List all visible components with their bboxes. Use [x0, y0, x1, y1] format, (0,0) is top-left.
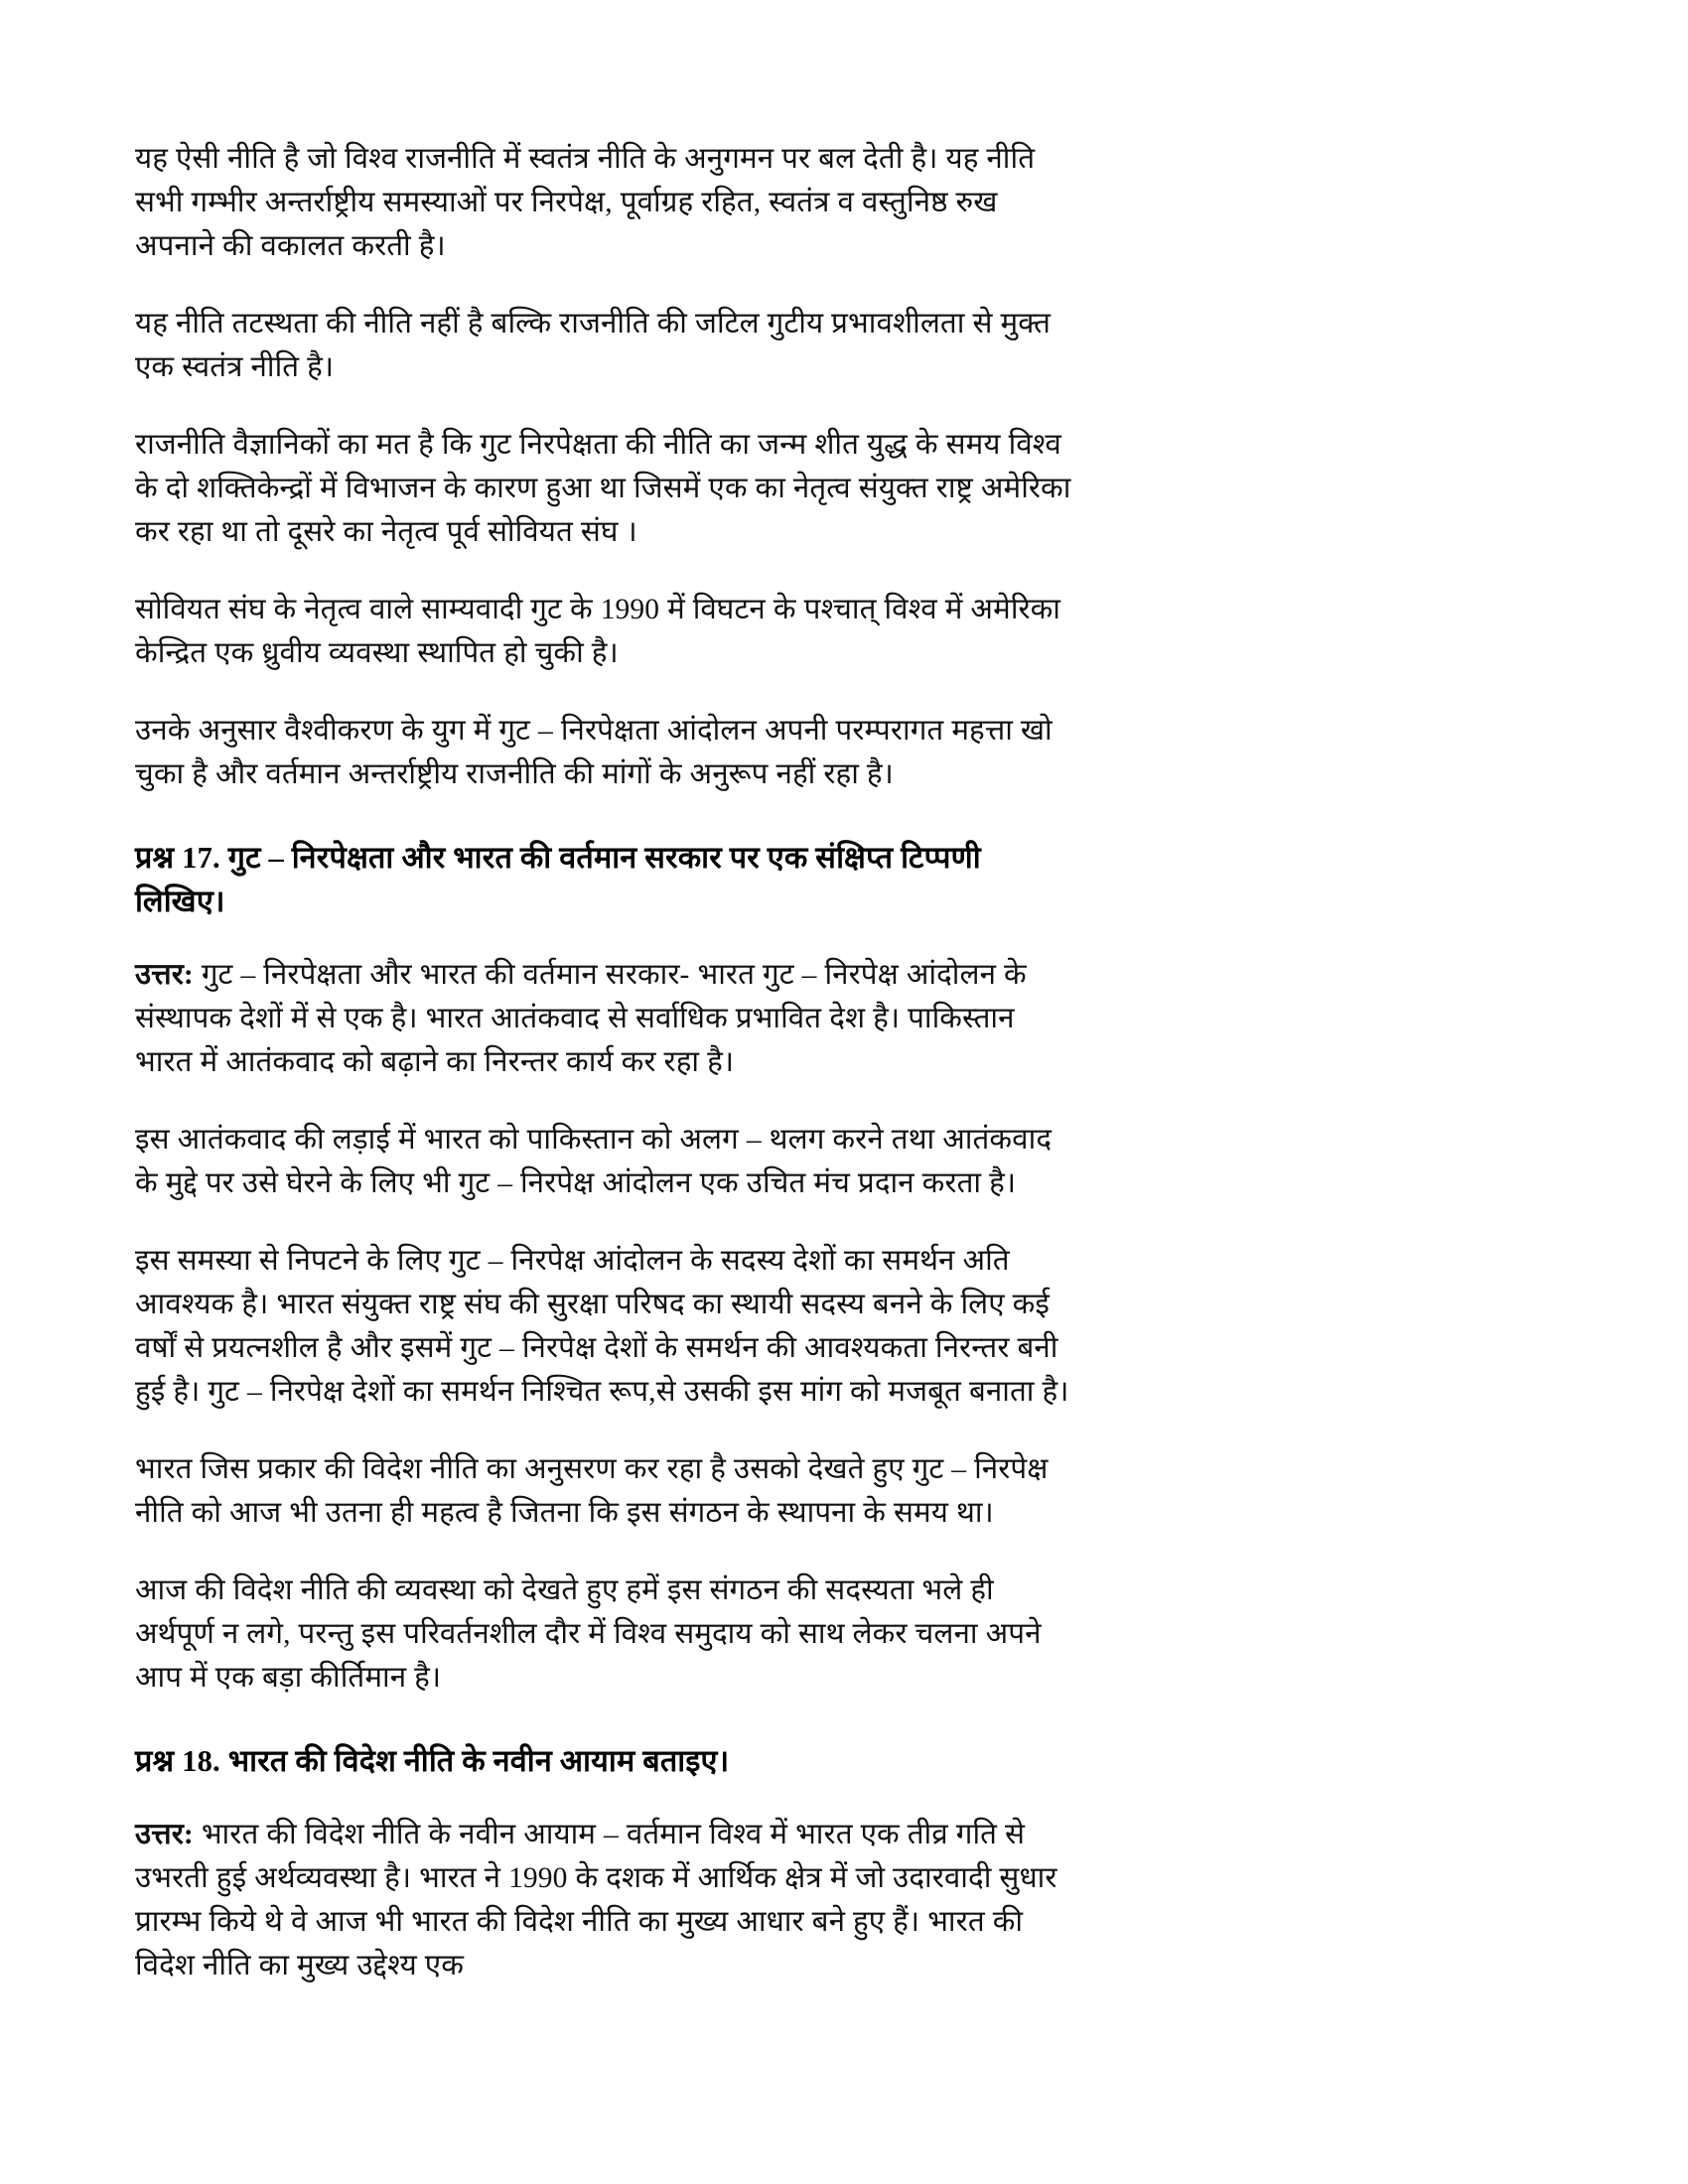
paragraph-5: उनके अनुसार वैश्वीकरण के युग में गुट – निरपेक्षता आंदोलन अपनी परम्परागत महत्ता खो चुका है और वर्तमान अन्तर्राष्ट्रीय राजनीति की मांगों के अनुरूप नहीं रहा है। [135, 715, 1053, 790]
paragraph-2: यह नीति तटस्थता की नीति नहीं है बल्कि राजनीति की जटिल गुटीय प्रभावशीलता से मुक्त एक स्वतंत्र नीति है। [135, 308, 1052, 383]
answer-paragraph-17-2: इस आतंकवाद की लड़ाई में भारत को पाकिस्तान को अलग – थलग करने तथा आतंकवाद के मुद्दे पर उसे घेरने के लिए भी गुट – निरपेक्ष आंदोलन एक उचित मंच प्रदान करता है। [135, 1124, 1053, 1199]
answer-label: उत्तर: [135, 1819, 194, 1850]
answer-paragraph-17-5: आज की विदेश नीति की व्यवस्था को देखते हुए हमें इस संगठन की सदस्यता भले ही अर्थपूर्ण न लगे, परन्तु इस परिवर्तनशील दौर में विश्व समुदाय को साथ लेकर चलना अपने आप में एक बड़ा कीर्तिमान है। [135, 1574, 1042, 1694]
paragraph-1: यह ऐसी नीति है जो विश्व राजनीति में स्वतंत्र नीति के अनुगमन पर बल देती है। यह नीति सभी गम्भीर अन्तर्राष्ट्रीय समस्याओं पर निरपेक्ष, पूर्वाग्रह रहित, स्वतंत्र व वस्तुनिष्ठ रुख अपनाने की वकालत करती है। [135, 143, 1036, 262]
paragraph-4: सोवियत संघ के नेतृत्व वाले साम्यवादी गुट के 1990 में विघटन के पश्चात् विश्व में अमेरिका केन्द्रित एक ध्रुवीय व्यवस्था स्थापित हो चुकी है। [135, 594, 1061, 669]
answer-paragraph-17-1 [135, 953, 1076, 1084]
answer-text: भारत की विदेश नीति के नवीन आयाम – वर्तमान विश्व में भारत एक तीव्र गति से उभरती हुई अर्थव्यवस्था है। भारत ने 1990 के दशक में आर्थिक क्षेत्र में जो उदारवादी सुधार प्रारम्भ किये थे वे आज भी भारत की विदेश नीति का मुख्य आधार बने हुए हैं। भारत की विदेश नीति का मुख्य उद्देश्य एक [135, 1819, 1057, 1981]
answer-paragraph-17-4: भारत जिस प्रकार की विदेश नीति का अनुसरण कर रहा है उसको देखते हुए गुट – निरपेक्ष नीति को आज भी उतना ही महत्व है जितना कि इस संगठन के स्थापना के समय था। [135, 1453, 1049, 1529]
question-heading-18: प्रश्न 18. भारत की विदेश नीति के नवीन आयाम बताइए। [135, 1744, 730, 1778]
answer-label: उत्तर: [135, 959, 194, 991]
paragraph-3: राजनीति वैज्ञानिकों का मत है कि गुट निरपेक्षता की नीति का जन्म शीत युद्ध के समय विश्व के दो शक्तिकेन्द्रों में विभाजन के कारण हुआ था जिसमें एक का नेतृत्व संयुक्त राष्ट्र अमेरिका कर रहा था तो दूसरे का नेतृत्व पूर्व सोवियत संघ । [135, 429, 1071, 548]
answer-paragraph-17-3: इस समस्या से निपटने के लिए गुट – निरपेक्ष आंदोलन के सदस्य देशों का समर्थन अति आवश्यक है। भारत संयुक्त राष्ट्र संघ की सुरक्षा परिषद का स्थायी सदस्य बनने के लिए कई वर्षों से प्रयत्नशील है और इसमें गुट – निरपेक्ष देशों के समर्थन की आवश्यकता निरन्तर बनी हुई है। गुट – निरपेक्ष देशों का समर्थन निश्चित रूप,से उसकी इस मांग को मजबूत बनाता है। [135, 1245, 1069, 1408]
document-content [135, 137, 1076, 1987]
answer-text: गुट – निरपेक्षता और भारत की वर्तमान सरकार- भारत गुट – निरपेक्ष आंदोलन के संस्थापक देशों में से एक है। भारत आतंकवाद से सर्वाधिक प्रभावित देश है। पाकिस्तान भारत में आतंकवाद को बढ़ाने का निरन्तर कार्य कर रहा है। [135, 959, 1027, 1078]
question-heading-17: प्रश्न 17. गुट – निरपेक्षता और भारत की वर्तमान सरकार पर एक संक्षिप्त टिप्पणी लिखिए। [135, 841, 981, 918]
answer-paragraph-18-1 [135, 1813, 1076, 1987]
